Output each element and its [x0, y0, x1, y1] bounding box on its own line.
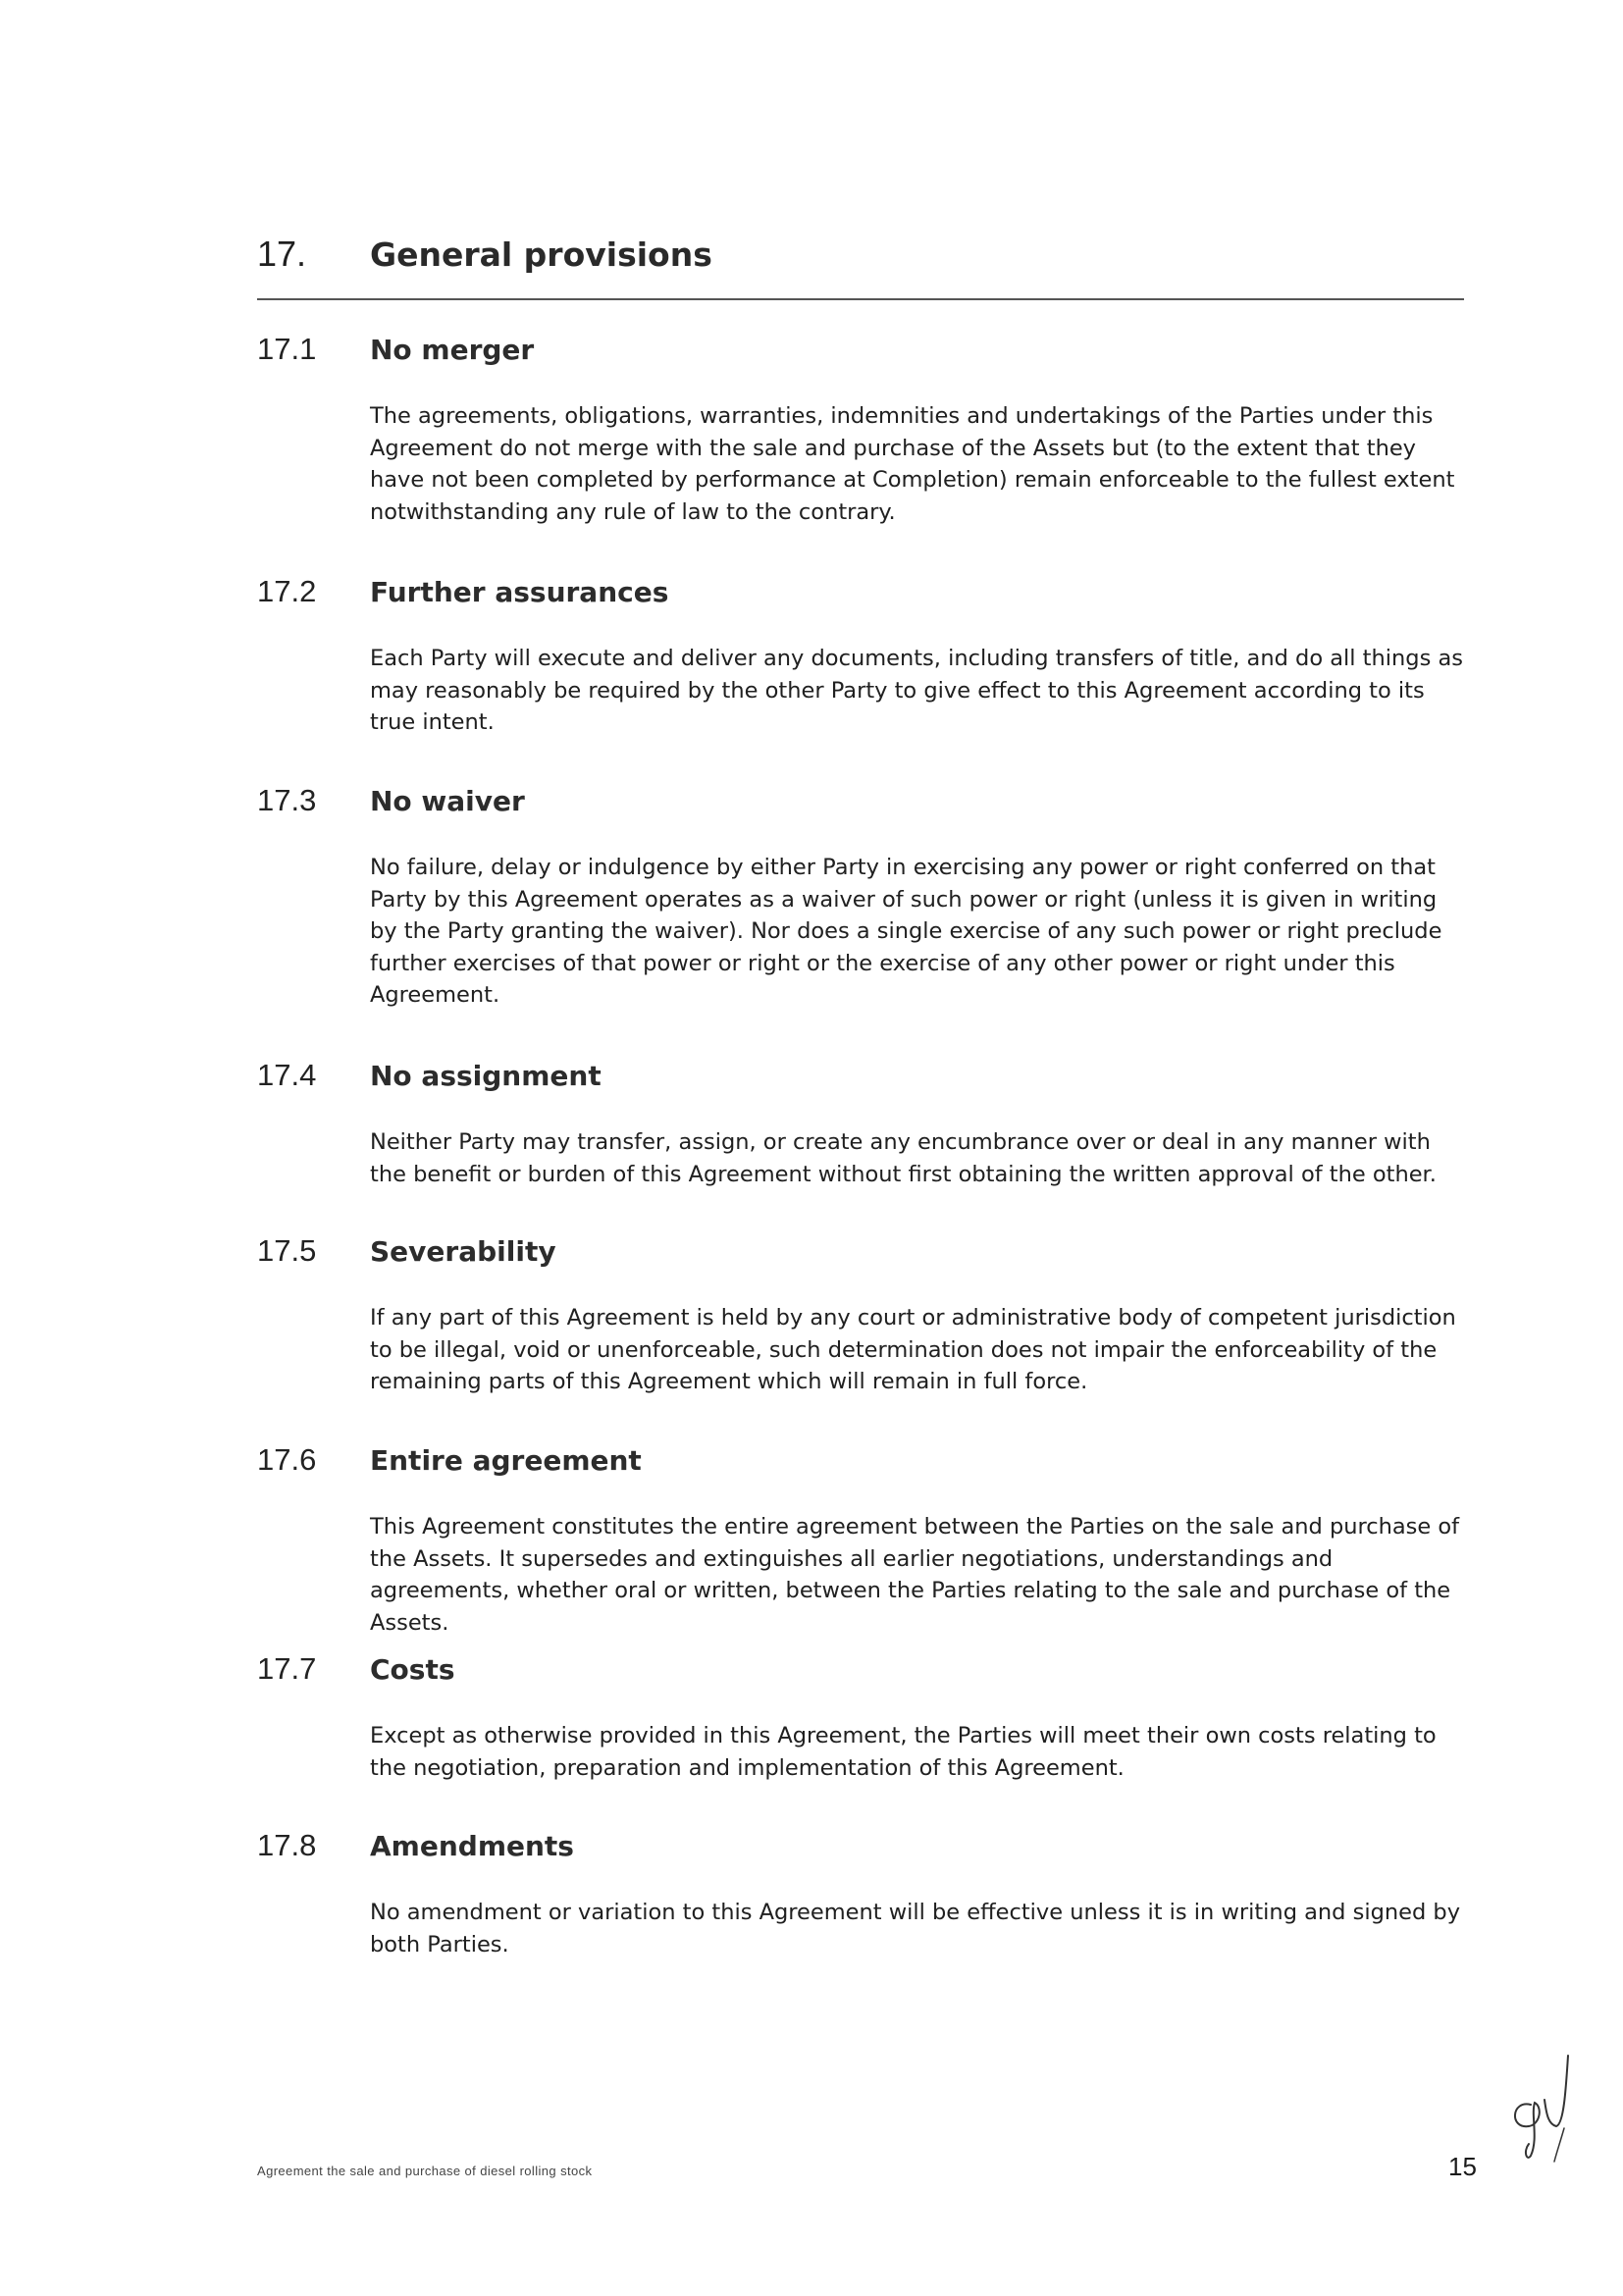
clause-body: Except as otherwise provided in this Agreement, the Parties will meet their own costs relating to the negotiation, preparation and implementation of this Agreement. — [370, 1723, 1437, 1781]
clause-body: No amendment or variation to this Agreement will be effective unless it is in writing and signed by both Parties. — [370, 1900, 1461, 1957]
clause-title: No waiver — [370, 785, 525, 817]
clause-number: 17.8 — [257, 1828, 317, 1862]
clause-number: 17.4 — [257, 1058, 317, 1092]
section-heading — [257, 228, 1464, 300]
clause-body: This Agreement constitutes the entire agreement between the Parties on the sale and purchase of the Assets. It supersedes and extinguishes all earlier negotiations, understandings and agreements, whether oral or written, between the Parties relating to the sale and purchase of the Assets. — [370, 1514, 1460, 1636]
section-number: 17. — [257, 234, 307, 274]
clause-body: No failure, delay or indulgence by either Party in exercising any power or right conferred on that Party by this Agreement operates as a waiver of such power or right (unless it is given in writing by the Party granting the waiver). Nor does a single exercise of any such power or right preclude further exercises of that power or right or the exercise of any other power or right under this Agreement. — [370, 855, 1442, 1008]
clause-title: Entire agreement — [370, 1444, 642, 1477]
clause-body: Neither Party may transfer, assign, or create any encumbrance over or deal in any manner with the benefit or burden of this Agreement without first obtaining the written approval of the other. — [370, 1129, 1437, 1187]
clause-title: No merger — [370, 334, 535, 366]
clause-title: Amendments — [370, 1830, 574, 1862]
clause-title: Severability — [370, 1235, 556, 1268]
clause-number: 17.3 — [257, 783, 317, 817]
footer-document-title: Agreement the sale and purchase of diesel rolling stock — [257, 2164, 593, 2178]
clause-body: Each Party will execute and deliver any documents, including transfers of title, and do all things as may reasonably be required by the other Party to give effect to this Agreement according to its true intent. — [370, 646, 1463, 735]
clause-title: Costs — [370, 1653, 455, 1686]
clause-body: The agreements, obligations, warranties, indemnities and undertakings of the Parties under this Agreement do not merge with the sale and purchase of the Assets but (to the extent that they have not been completed by performance at Completion) remain enforceable to the fullest extent notwithstanding any rule of law to the contrary. — [370, 403, 1455, 525]
page-number: 15 — [1448, 2152, 1477, 2181]
clause-number: 17.6 — [257, 1442, 317, 1477]
section-title: General provisions — [370, 235, 712, 274]
clause-number: 17.1 — [257, 332, 317, 366]
clause-number: 17.2 — [257, 574, 317, 608]
clause-number: 17.5 — [257, 1233, 317, 1268]
clause-title: Further assurances — [370, 576, 669, 608]
clause-title: No assignment — [370, 1060, 602, 1092]
handwritten-initials-icon — [1501, 2046, 1590, 2164]
clause-body: If any part of this Agreement is held by any court or administrative body of competent jurisdiction to be illegal, void or unenforceable, such determination does not impair the enforceability of the remaining parts of this Agreement which will remain in full force. — [370, 1305, 1456, 1394]
clause-number: 17.7 — [257, 1651, 317, 1686]
